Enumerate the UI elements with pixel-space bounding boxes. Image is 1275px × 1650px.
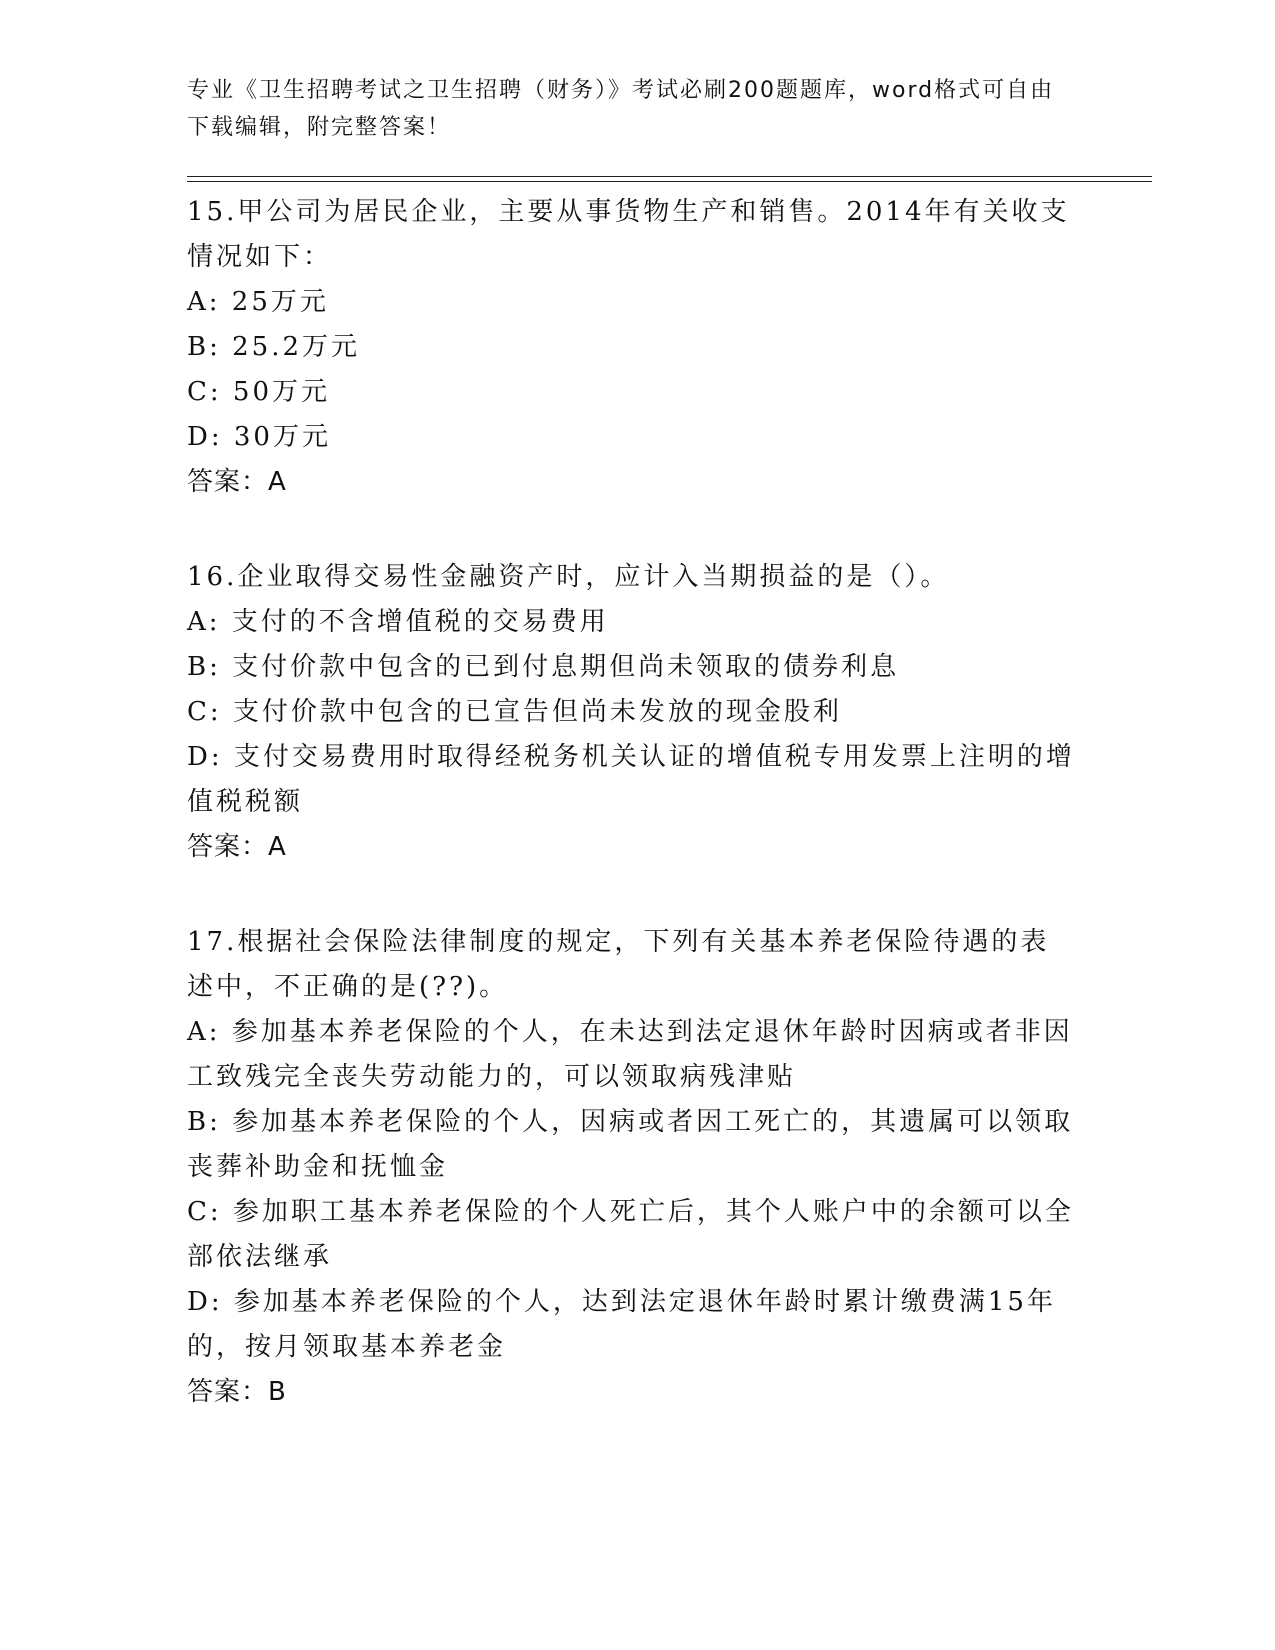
option-c: C: 支付价款中包含的已宣告但尚未发放的现金股利 [187,697,842,727]
option-a: A: 25万元 [187,287,329,317]
answer-label: 答案：B [187,1377,287,1407]
option-c: C: 50万元 [187,377,331,407]
question-17 [187,920,1077,1415]
header-divider-bottom [187,181,1152,182]
question-15 [187,190,1077,505]
option-a: A: 参加基本养老保险的个人，在未达到法定退休年龄时因病或者非因工致残完全丧失劳动能力的，可以领取病残津贴 [187,1017,1073,1092]
header-divider-top [187,176,1152,177]
option-d: D: 30万元 [187,422,331,452]
answer-label: 答案：A [187,832,287,862]
option-d: D: 支付交易费用时取得经税务机关认证的增值税专用发票上注明的增值税税额 [187,742,1075,817]
question-text: 15.甲公司为居民企业，主要从事货物生产和销售。2014年有关收支情况如下： [187,197,1070,272]
question-text: 16.企业取得交易性金融资产时，应计入当期损益的是（）。 [187,562,950,592]
question-text: 17.根据社会保险法律制度的规定，下列有关基本养老保险待遇的表述中，不正确的是(??)。 [187,927,1050,1002]
question-16 [187,555,1077,870]
option-a: A: 支付的不含增值税的交易费用 [187,607,609,637]
option-c: C: 参加职工基本养老保险的个人死亡后，其个人账户中的余额可以全部依法继承 [187,1197,1074,1272]
option-b: B: 支付价款中包含的已到付息期但尚未领取的债券利息 [187,652,900,682]
option-b: B: 参加基本养老保险的个人，因病或者因工死亡的，其遗属可以领取丧葬补助金和抚恤金 [187,1107,1074,1182]
document-header: 专业《卫生招聘考试之卫生招聘（财务）》考试必刷200题题库，word格式可自由下载编辑，附完整答案！ [187,78,1055,140]
question-list [187,190,1077,1465]
answer-label: 答案：A [187,467,287,497]
option-d: D: 参加基本养老保险的个人，达到法定退休年龄时累计缴费满15年的，按月领取基本养老金 [187,1287,1056,1362]
option-b: B: 25.2万元 [187,332,361,362]
